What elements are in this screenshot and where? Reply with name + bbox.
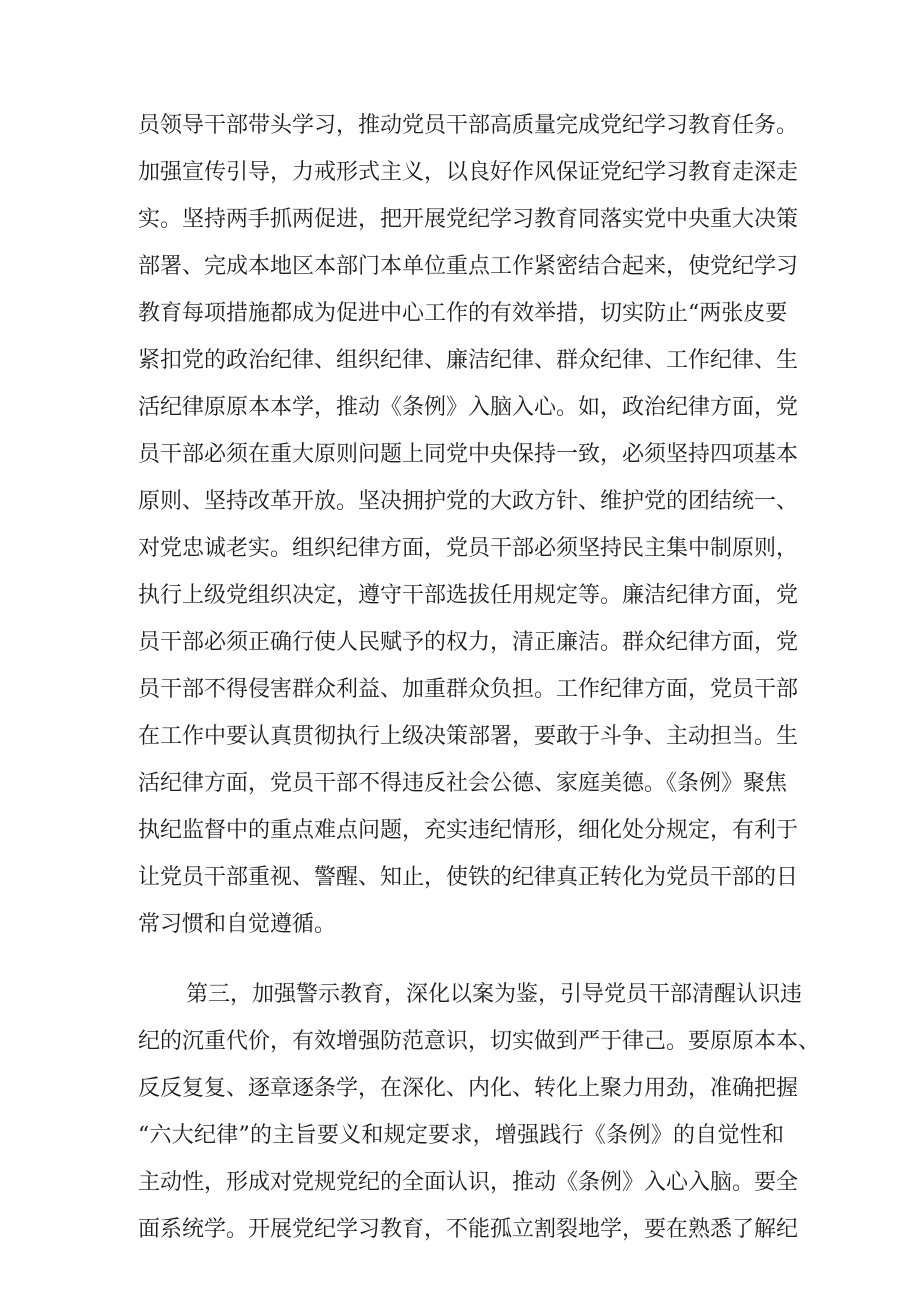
- text-line: 常习惯和自觉遵循。: [138, 912, 337, 937]
- text-line: 员干部必须在重大原则问题上同党中央保持一致，必须坚持四项基本: [138, 442, 799, 467]
- text-line: 面系统学。开展党纪学习教育，不能孤立割裂地学，要在熟悉了解纪: [138, 1217, 799, 1242]
- text-line: 反反复复、逐章逐条学，在深化、内化、转化上聚力用劲，准确把握: [138, 1076, 799, 1101]
- text-line: 加强宣传引导，力戒形式主义，以良好作风保证党纪学习教育走深走: [138, 160, 799, 185]
- text-line: 主动性，形成对党规党纪的全面认识，推动《条例》入心入脑。要全: [138, 1170, 799, 1195]
- text-line: 对党忠诚老实。组织纪律方面，党员干部必须坚持民主集中制原则，: [138, 536, 799, 561]
- text-line: 部署、完成本地区本部门本单位重点工作紧密结合起来，使党纪学习: [138, 254, 799, 279]
- text-line: 执纪监督中的重点难点问题，充实违纪情形，细化处分规定，有利于: [138, 818, 799, 843]
- text-line: 员干部不得侵害群众利益、加重群众负担。工作纪律方面，党员干部: [138, 677, 799, 702]
- text-line: 活纪律方面，党员干部不得违反社会公德、家庭美德。《条例》聚焦: [138, 771, 788, 796]
- text-line: 执行上级党组织决定，遵守干部选拔任用规定等。廉洁纪律方面，党: [138, 583, 799, 608]
- text-line: 员领导干部带头学习，推动党员干部高质量完成党纪学习教育任务。: [138, 113, 799, 138]
- text-line: 紧扣党的政治纪律、组织纪律、廉洁纪律、群众纪律、工作纪律、生: [138, 348, 799, 373]
- text-line: 活纪律原原本本学，推动《条例》入脑入心。如，政治纪律方面，党: [138, 395, 799, 420]
- text-line: 在工作中要认真贯彻执行上级决策部署，要敢于斗争、主动担当。生: [138, 724, 799, 749]
- text-line: 实。坚持两手抓两促进，把开展党纪学习教育同落实党中央重大决策: [138, 207, 799, 232]
- text-line: 第三，加强警示教育，深化以案为鉴，引导党员干部清醒认识违: [186, 982, 803, 1007]
- text-line: “六大纪律”的主旨要义和规定要求，增强践行《条例》的自觉性和: [138, 1123, 784, 1148]
- text-line: 员干部必须正确行使人民赋予的权力，清正廉洁。群众纪律方面，党: [138, 630, 799, 655]
- text-line: 让党员干部重视、警醒、知止，使铁的纪律真正转化为党员干部的日: [138, 865, 799, 890]
- text-line: 教育每项措施都成为促进中心工作的有效举措，切实防止“两张皮要: [138, 301, 788, 326]
- text-line: 原则、坚持改革开放。坚决拥护党的大政方针、维护党的团结统一、: [138, 489, 799, 514]
- text-line: 纪的沉重代价，有效增强防范意识，切实做到严于律己。要原原本本、: [138, 1029, 821, 1054]
